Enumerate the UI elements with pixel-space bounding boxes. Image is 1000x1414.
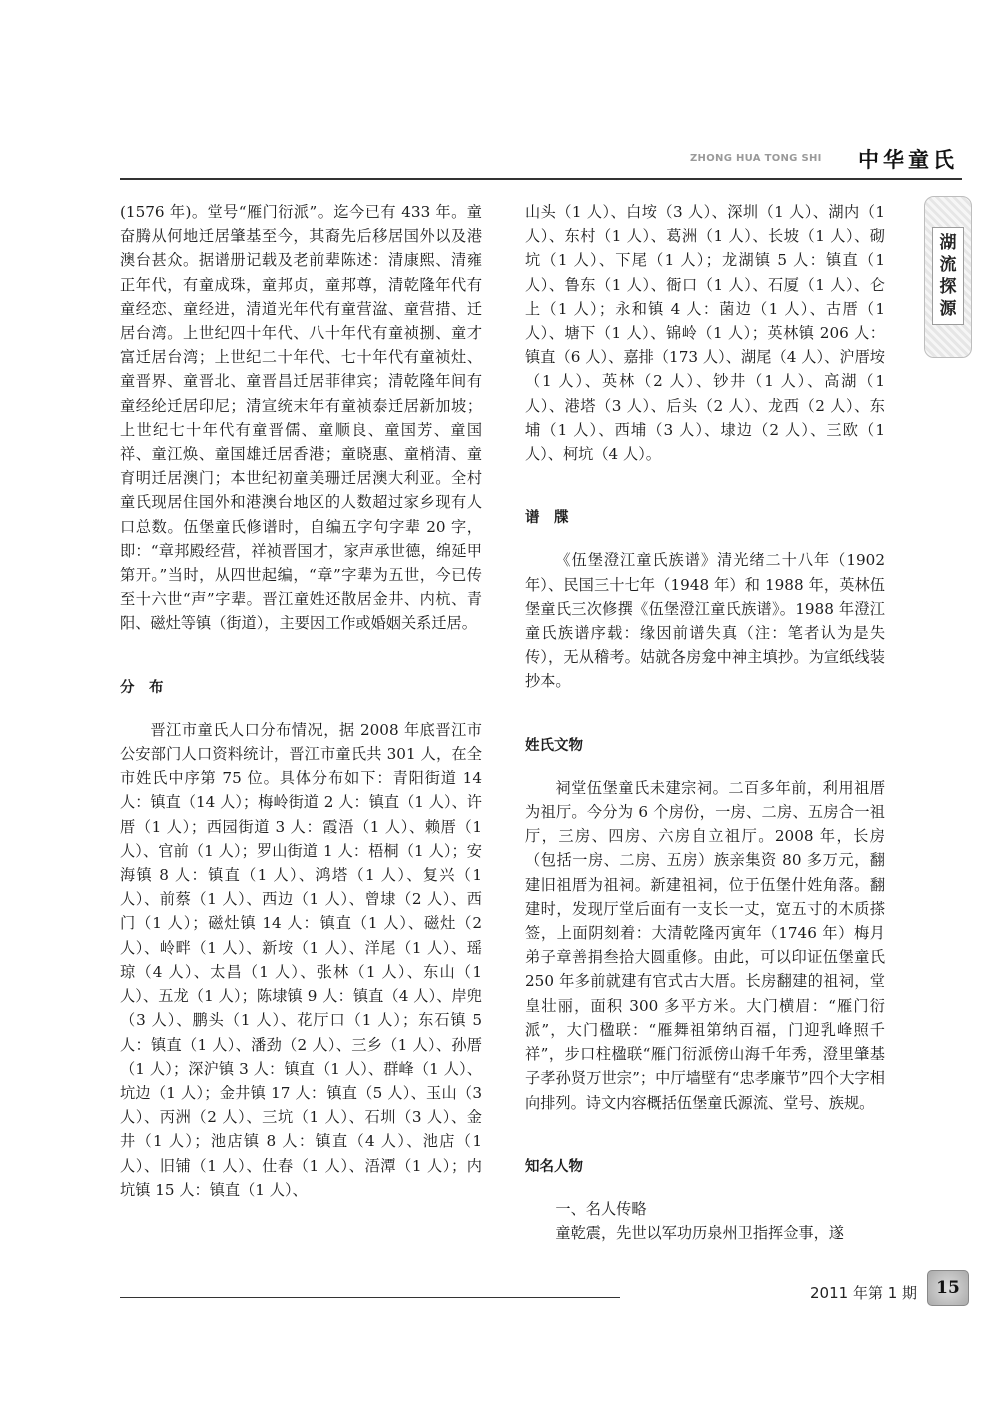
header-title: 中华童氏 (858, 147, 958, 172)
section-heading-distribution: 分 布 (120, 679, 164, 696)
section-side-tab (924, 196, 972, 358)
running-header (690, 142, 965, 182)
left-column (120, 200, 482, 1202)
page-number-badge (927, 1270, 969, 1306)
section-tab-char: 源 (939, 299, 957, 319)
intro-paragraph: (1576 年)。堂号“雁门衍派”。迄今已有 433 年。童奋腾从何地迁居肇基至今，其裔先后移居国外以及港澳台甚众。据谱册记载及老前辈陈述：清康熙、清雍正年代，有童成珠，童邦贞，童邦尊，清乾隆年代有童经恋、童经进，清道光年代有童营湓、童营措、迁居台湾。上世纪四十年代、八十年代有童祯捌、童才富迁居台湾；上世纪二十年代、七十年代有童祯灶、童晋界、童晋北、童晋昌迁居菲律宾；清乾隆年间有童经纶迁居印尼；清宣统末年有童祯泰迁居新加坡；上世纪七十年代有童晋儒、童顺良、童国芳、童国祥、童江焕、童国雄迁居香港；童晓惠、童梢清、童育明迁居澳门；本世纪初童美珊迁居澳大利亚。全村童氏现居住国外和港澳台地区的人数超过家乡现有人口总数。伍堡童氏修谱时，自编五字句字辈 20 字，即：“章邦殿经营，祥祯晋国才，家声承世德，绵延甲第开。”当时，从四世起编，“章”字辈为五世，今已传至十六世“声”字辈。晋江童姓还散居金井、内杭、青阳、磁灶等镇（街道），主要因工作或婚姻关系迁居。 (120, 203, 482, 633)
section-heading-notable-people: 知名人物 (525, 1158, 583, 1175)
section-heading-relics: 姓氏文物 (525, 737, 583, 754)
header-pinyin: ZHONG HUA TONG SHI (690, 153, 822, 164)
section-tab-label (932, 227, 964, 325)
genealogy-paragraph: 《伍堡澄江童氏族谱》清光绪二十八年（1902 年）、民国三十七年（1948 年）和 1988 年，英林伍堡童氏三次修撰《伍堡澄江童氏族谱》。1988 年澄江童氏族谱序载：缘因前谱失真（注：笔者认为是失传），无从稽考。姑就各房龛中神主填抄。为宣纸线装抄本。 (525, 551, 885, 691)
relics-paragraph: 祠堂伍堡童氏未建宗祠。二百多年前，利用祖厝为祖厅。今分为 6 个房份，一房、二房、五房合一祖厅，三房、四房、六房自立祖厅。2008 年，长房（包括一房、二房、五房）族亲集资 80 多万元，翻建旧祖厝为祖祠。新建祖祠，位于伍堡什姓角落。翻建时，发现厅堂后面有一支长一丈，宽五寸的木质搽签，上面阴刻着：大清乾隆丙寅年（1746 年）梅月弟子章善捐叁拾大圆重修。由此，可以印证伍堡童氏 250 年多前就建有官式古大厝。长房翻建的祖祠，堂皇壮丽，面积 300 多平方米。大门横眉：“雁门衍派”，大门楹联：“雁舞祖第纳百福，门迎乳峰照千祥”，步口柱楹联“雁门衍派傍山海千年秀，澄里肇基子孝孙贤万世宗”；中厅墙壁有“忠孝廉节”四个大字相向排列。诗文内容概括伍堡童氏源流、堂号、族规。 (525, 778, 885, 1112)
notable-people-paragraph: 童乾震，先世以军功历泉州卫指挥佥事，遂 (555, 1224, 844, 1243)
header-rule (120, 178, 962, 180)
issue-label: 2011 年第 1 期 (810, 1284, 918, 1302)
distribution-paragraph: 晋江市童氏人口分布情况，据 2008 年底晋江市公安部门人口资料统计，晋江市童氏共 301 人，在全市姓氏中序第 75 位。具体分布如下：青阳街道 14 人：镇直（14 人）；梅岭街道 2 人：镇直（1 人）、许厝（1 人）；西园街道 3 人：霞浯（1 人）、赖厝（1 人）、官前（1 人）；罗山街道 1 人：梧桐（1 人）；安海镇 8 人：镇直（1 人）、鸿塔（1 人）、复兴（1 人）、前蔡（1 人）、西边（1 人）、曾埭（2 人）、西门（1 人）；磁灶镇 14 人：镇直（1 人）、磁灶（2 人）、岭畔（1 人）、新垵（1 人）、洋尾（1 人）、瑶琼（4 人）、太昌（1 人）、张林（1 人）、东山（1 人）、五龙（1 人）；陈埭镇 9 人：镇直（4 人）、岸兜（3 人）、鹏头（1 人）、花厅口（1 人）；东石镇 5 人：镇直（1 人）、潘劲（2 人）、三乡（1 人）、孙厝（1 人）；深沪镇 3 人：镇直（1 人）、群峰（1 人）、坑边（1 人）；金井镇 17 人：镇直（5 人）、玉山（3 人）、丙洲（2 人）、三坑（1 人）、石圳（3 人）、金井（1 人）；池店镇 8 人：镇直（4 人）、池店（1 人）、旧铺（1 人）、仕春（1 人）、浯潭（1 人）；内坑镇 15 人：镇直（1 人）、 (120, 720, 482, 1199)
section-tab-char: 探 (939, 277, 957, 297)
section-heading-genealogy: 谱 牒 (525, 510, 569, 527)
section-tab-char: 流 (939, 255, 957, 275)
page-number: 15 (936, 1278, 960, 1298)
distribution-continued-paragraph: 山头（1 人）、白垵（3 人）、深圳（1 人）、湖内（1 人）、东村（1 人）、葛洲（1 人）、长坡（1 人）、砌坑（1 人）、下尾（1 人）；龙湖镇 5 人：镇直（1 人）、鲁东（1 人）、衙口（1 人）、石厦（1 人）、仑上（1 人）；永和镇 4 人：菌边（1 人）、古厝（1 人）、塘下（1 人）、锦岭（1 人）；英林镇 206 人：镇直（6 人）、嘉排（173 人）、湖尾（4 人）、沪厝垵（1 人）、英林（2 人）、钞井（1 人）、高湖（1 人）、港塔（3 人）、后头（2 人）、龙西（2 人）、东埔（1 人）、西埔（3 人）、埭边（2 人）、三欧（1 人）、柯坑（4 人）。 (525, 203, 885, 464)
right-column (525, 200, 885, 1245)
footer-rule (120, 1297, 620, 1298)
section-tab-char: 湖 (939, 233, 957, 253)
notable-people-subheading: 一、名人传略 (555, 1199, 647, 1218)
